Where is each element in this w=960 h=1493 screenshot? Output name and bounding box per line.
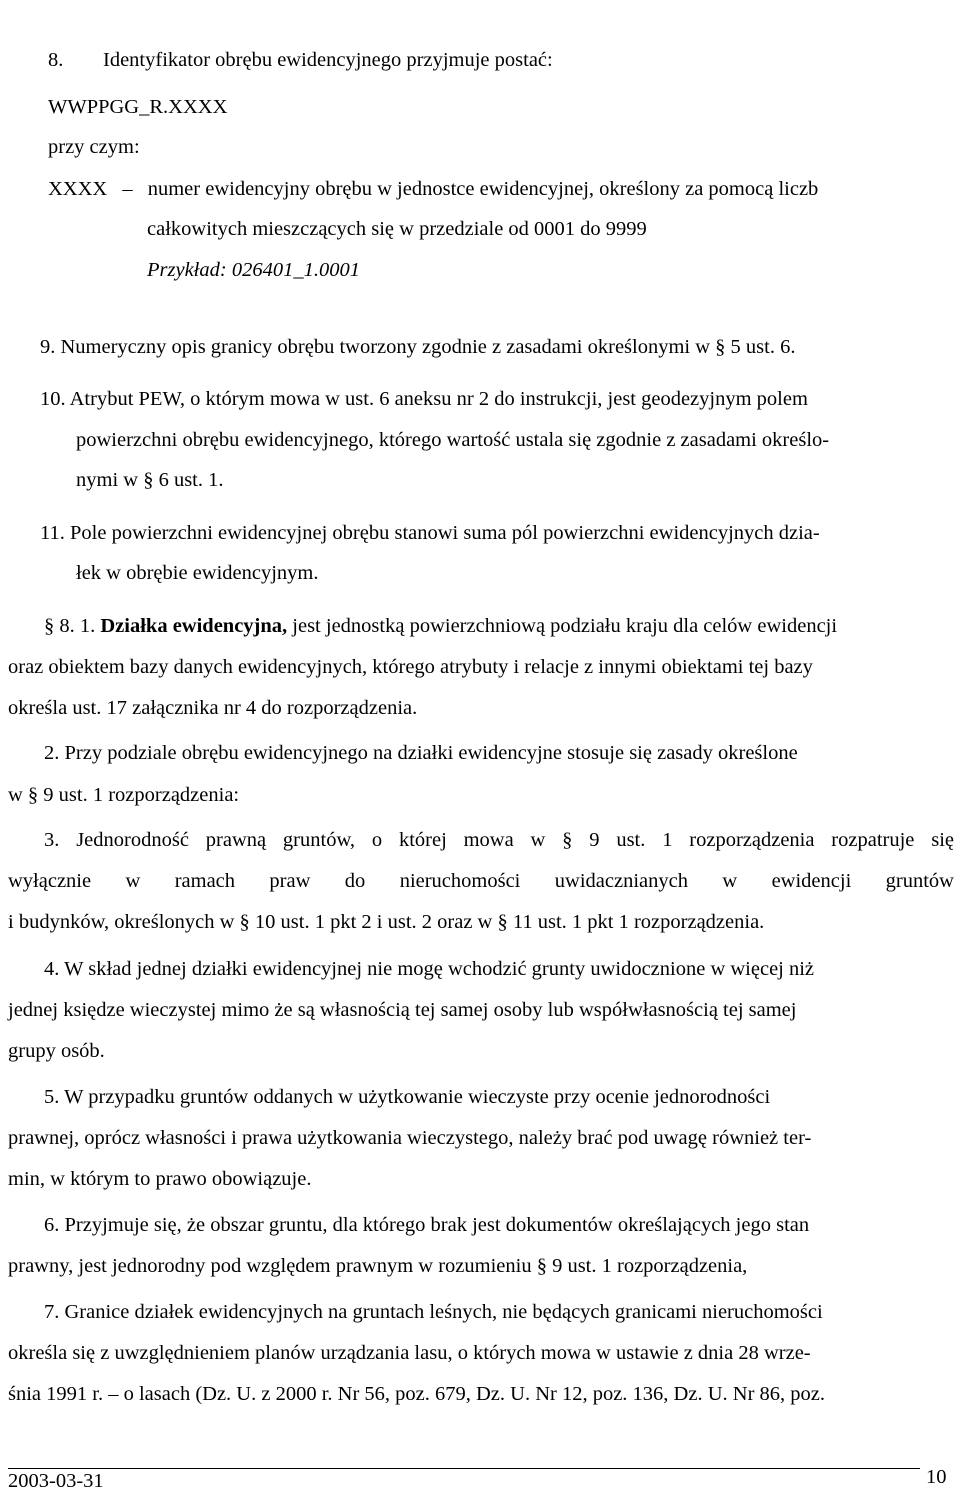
item-number: 10. bbox=[40, 388, 66, 410]
identifier-format: WWPPGG_R.XXXX bbox=[48, 96, 228, 118]
item-4-line1: 4. W skład jednej działki ewidencyjnej nie mogę wchodzić grunty uwidocznione w więcej niż bbox=[44, 958, 815, 980]
item-4-line2: jednej księdze wieczystej mimo że są własnością tej samej osoby lub współwłasnością tej samej bbox=[8, 999, 797, 1021]
item-number: 11. bbox=[40, 522, 65, 544]
item-7-line1: 7. Granice działek ewidencyjnych na gruntach leśnych, nie będących granicami nieruchomości bbox=[44, 1301, 823, 1323]
xxxx-definition bbox=[48, 176, 954, 202]
section-text: jest jednostką powierzchniową podziału kraju dla celów ewidencji bbox=[292, 615, 838, 637]
item-11 bbox=[40, 520, 820, 546]
item-10 bbox=[40, 386, 808, 412]
footer-rule bbox=[8, 1468, 920, 1469]
item-2-line1: 2. Przy podziale obrębu ewidencyjnego na działki ewidencyjne stosuje się zasady określone bbox=[44, 742, 798, 764]
footer-date: 2003-03-31 bbox=[8, 1470, 104, 1492]
item-text: Atrybut PEW, o którym mowa w ust. 6 aneksu nr 2 do instrukcji, jest geodezyjnym polem bbox=[69, 388, 808, 410]
item-5-line1: 5. W przypadku gruntów oddanych w użytkowanie wieczyste przy ocenie jednorodności bbox=[44, 1086, 771, 1108]
item-5-line3: min, w którym to prawo obowiązuje. bbox=[8, 1168, 312, 1190]
item-9 bbox=[40, 334, 795, 360]
item-text: Pole powierzchni ewidencyjnej obrębu stanowi suma pól powierzchni ewidencyjnych dzia- bbox=[70, 522, 820, 544]
section-8-line3: określa ust. 17 załącznika nr 4 do rozporządzenia. bbox=[8, 697, 418, 719]
item-10-line3: nymi w § 6 ust. 1. bbox=[76, 469, 224, 491]
item-11-line2: łek w obrębie ewidencyjnym. bbox=[76, 562, 319, 584]
example: Przykład: 026401_1.0001 bbox=[147, 259, 360, 281]
item-number: 9. bbox=[40, 336, 56, 358]
item-3-line1: 3. Jednorodność prawną gruntów, o której mowa w § 9 ust. 1 rozporządzenia rozpatruje się bbox=[44, 829, 954, 851]
section-8-line2: oraz obiektem bazy danych ewidencyjnych, którego atrybuty i relacje z innymi obiektami tej bazy bbox=[8, 656, 813, 678]
xxxx-dash: – bbox=[122, 178, 133, 200]
item-number: 8. bbox=[48, 49, 64, 71]
section-prefix: § 8. 1. bbox=[44, 615, 96, 637]
item-4-line3: grupy osób. bbox=[8, 1040, 105, 1062]
xxxx-term: XXXX bbox=[48, 178, 108, 200]
item-text: Numeryczny opis granicy obrębu tworzony zgodnie z zasadami określonymi w § 5 ust. 6. bbox=[60, 336, 796, 358]
section-8-heading bbox=[44, 613, 837, 639]
item-6-line2: prawny, jest jednorodny pod względem prawnym w rozumieniu § 9 ust. 1 rozporządzenia, bbox=[8, 1255, 748, 1277]
page-number: 10 bbox=[926, 1466, 947, 1488]
xxxx-desc-line1: numer ewidencyjny obrębu w jednostce ewidencyjnej, określony za pomocą liczb bbox=[147, 178, 819, 200]
item-3-line3: i budynków, określonych w § 10 ust. 1 pkt 2 i ust. 2 oraz w § 11 ust. 1 pkt 1 rozporządzenia. bbox=[8, 911, 765, 933]
przy-czym-label: przy czym: bbox=[48, 136, 140, 158]
item-10-line2: powierzchni obrębu ewidencyjnego, którego wartość ustala się zgodnie z zasadami określo- bbox=[76, 429, 830, 451]
item-7-line3: śnia 1991 r. – o lasach (Dz. U. z 2000 r. Nr 56, poz. 679, Dz. U. Nr 12, poz. 136, Dz. U. Nr 86, poz. bbox=[8, 1383, 825, 1405]
item-5-line2: prawnej, oprócz własności i prawa użytkowania wieczystego, należy brać pod uwagę również ter- bbox=[8, 1127, 812, 1149]
term-bold: Działka ewidencyjna, bbox=[100, 615, 288, 637]
item-7-line2: określa się z uwzględnieniem planów urządzania lasu, o których mowa w ustawie z dnia 28 wrze- bbox=[8, 1342, 811, 1364]
item-text: Identyfikator obrębu ewidencyjnego przyjmuje postać: bbox=[103, 49, 553, 71]
item-6-line1: 6. Przyjmuje się, że obszar gruntu, dla którego brak jest dokumentów określających jego stan bbox=[44, 1214, 810, 1236]
xxxx-desc-line2: całkowitych mieszczących się w przedziale od 0001 do 9999 bbox=[147, 218, 647, 240]
item-3-line2: wyłącznie w ramach praw do nieruchomości uwidacznianych w ewidencji gruntów bbox=[8, 870, 954, 892]
item-8 bbox=[48, 47, 553, 73]
item-2-line2: w § 9 ust. 1 rozporządzenia: bbox=[8, 784, 240, 806]
